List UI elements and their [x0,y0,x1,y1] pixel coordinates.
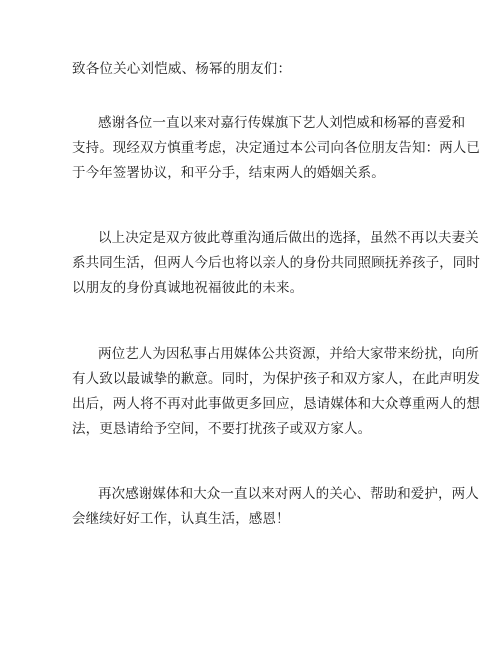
salutation: 致各位关心刘恺威、杨幂的朋友们： [72,61,292,77]
paragraph-4 [72,482,479,532]
paragraph-line: 会继续好好工作，认真生活，感恩！ [72,511,290,527]
paragraph-line: 支持。现经双方慎重考虑，决定通过本公司向各位朋友告知：两人已 [72,140,480,156]
paragraph-line: 于今年签署协议，和平分手，结束两人的婚姻关系。 [72,165,385,181]
paragraph-line: 法，更恳请给予空间，不要打扰孩子或双方家人。 [72,421,372,437]
paragraph-line: 再次感谢媒体和大众一直以来对两人的关心、帮助和爱护，两人 [98,486,479,502]
paragraph-line: 以朋友的身份真诚地祝福彼此的未来。 [72,280,304,296]
paragraph-line: 出后，两人将不再对此事做更多回应，恳请媒体和大众尊重两人的想 [72,396,480,412]
paragraph-line: 以上决定是双方彼此尊重沟通后做出的选择，虽然不再以夫妻关 [98,230,479,246]
paragraph-3 [72,342,480,442]
paragraph-line: 系共同生活，但两人今后也将以亲人的身份共同照顾抚养孩子，同时 [72,255,480,271]
paragraph-line: 有人致以最诚挚的歉意。同时，为保护孩子和双方家人，在此声明发 [72,371,480,387]
paragraph-line: 感谢各位一直以来对嘉行传媒旗下艺人刘恺威和杨幂的喜爱和 [98,115,466,131]
paragraph-1 [72,111,480,186]
paragraph-2 [72,226,480,301]
paragraph-line: 两位艺人为因私事占用媒体公共资源，并给大家带来纷扰，向所 [98,346,479,362]
